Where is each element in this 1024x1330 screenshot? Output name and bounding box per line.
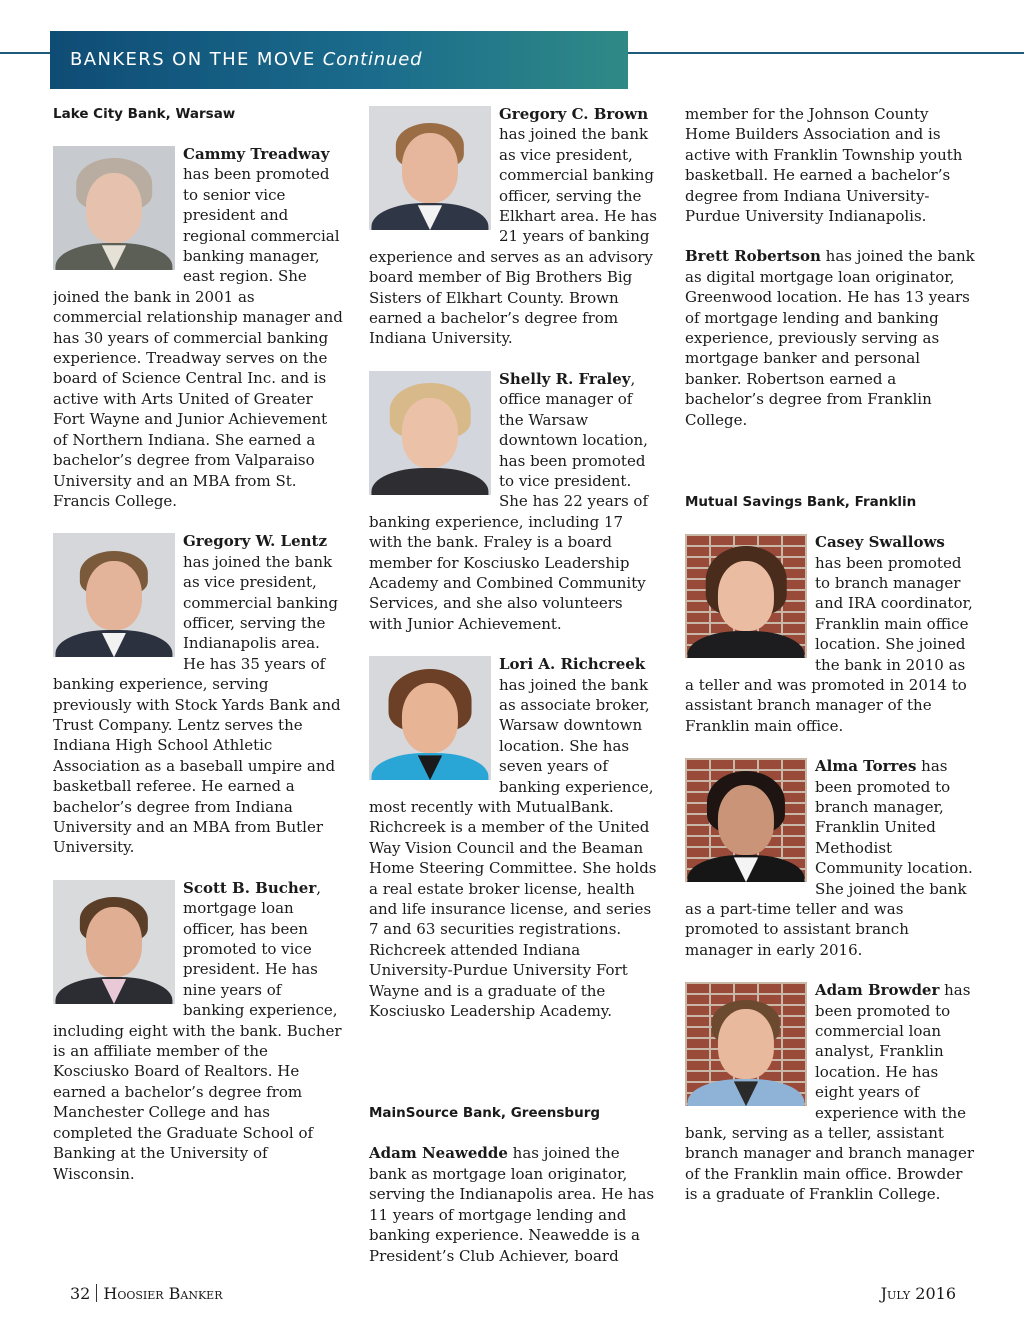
portrait-photo	[685, 982, 807, 1106]
column-2	[369, 104, 659, 1266]
footer-divider	[96, 1284, 97, 1302]
bank-heading-mainsource: MainSource Bank, Greensburg	[369, 1105, 601, 1122]
person-bio: has joined the bank as vice president, commercial banking officer, serving the Elkhart area. He has 21 years of banking experience and serves as an advisory board member of Big Brothers Big Sisters of Elkhart County. Brown earned a bachelor’s degree from Indiana University.	[369, 125, 657, 348]
person-bio: has joined the bank as vice president, commercial banking officer, serving the Indianapolis area. He has 35 years of banking experience, serving previously with Stock Yards Bank and Trust Company. Lentz serves the Indiana High School Athletic Association as a baseball umpire and basketball referee. He earned a bachelor’s degree from Indiana University and an MBA from Butler University.	[53, 552, 341, 857]
person-name: Cammy Treadway	[183, 145, 330, 163]
person-bio: , office manager of the Warsaw downtown location, has been promoted to vice president. She has 22 years of banking experience, including 17 with the bank. Fraley is a board member for Kosciusko Leadership Academy and Combined Community Services, and she also volunteers with Junior Achievement.	[369, 369, 649, 633]
entry-shelly-fraley	[369, 369, 659, 634]
person-name: Brett Robertson	[685, 247, 821, 266]
person-bio: has been promoted to branch manager and IRA coordinator, Franklin main office location. She joined the bank in 2010 as a teller and was promoted in 2014 to assistant branch manager of the Franklin main office.	[685, 553, 973, 735]
bank-heading-lake-city: Lake City Bank, Warsaw	[53, 106, 236, 122]
person-name: Gregory C. Brown	[499, 105, 649, 123]
person-name: Scott B. Bucher	[183, 878, 317, 897]
entry-adam-browder	[685, 980, 975, 1204]
section-banner	[50, 31, 628, 89]
entry-alma-torres	[685, 756, 975, 960]
column-1	[53, 104, 343, 1184]
page-number: 32	[70, 1284, 91, 1303]
banner-subtitle: Continued	[322, 49, 423, 70]
person-bio: has been promoted to senior vice president and regional commercial banking manager, east region. She joined the bank in 2001 as commercial relationship manager and has 30 years of commercial banking experience. Treadway serves on the board of Science Central Inc. and is active with Arts United of Greater Fort Wayne and Junior Achievement of Northern Indiana. She earned a bachelor’s degree from Valparaiso University and an MBA from St. Francis College.	[53, 165, 343, 510]
person-bio: , mortgage loan officer, has been promoted to vice president. He has nine years of banking experience, including eight with the bank. Bucher is an affiliate member of the Kosciusko Board of Realtors. He earned a bachelor’s degree from Manchester College and has completed the Graduate School of Banking at the University of Wisconsin.	[53, 878, 342, 1183]
person-name: Adam Neawedde	[369, 1144, 508, 1163]
entry-cammy-treadway	[53, 144, 343, 511]
entry-brett-robertson	[685, 246, 975, 430]
portrait-photo	[369, 656, 491, 780]
entry-gregory-lentz	[53, 531, 343, 858]
person-name: Gregory W. Lentz	[183, 532, 327, 551]
magazine-name: Hoosier Banker	[103, 1284, 223, 1303]
portrait-photo	[685, 534, 807, 658]
issue-date: July 2016	[880, 1284, 956, 1303]
portrait-photo	[53, 533, 175, 657]
person-name: Alma Torres	[815, 757, 917, 776]
portrait-photo	[53, 146, 175, 270]
portrait-photo	[369, 106, 491, 230]
person-name: Shelly R. Fraley	[499, 369, 631, 388]
entry-adam-neawedde	[369, 1143, 659, 1265]
entry-lori-richcreek	[369, 654, 659, 1021]
column-3	[685, 104, 975, 1205]
person-name: Lori A. Richcreek	[499, 655, 646, 674]
person-bio: has been promoted to commercial loan analyst, Franklin location. He has eight years of experience with the bank, serving as a teller, assistant branch manager and branch manager of the Franklin main office. Browder is a graduate of Franklin College.	[685, 981, 974, 1204]
entry-scott-bucher	[53, 878, 343, 1184]
person-bio: has joined the bank as mortgage loan originator, serving the Indianapolis area. He has 11 years of mortgage lending and banking experience. Neawedde is a President’s Club Achiever, board	[369, 1144, 655, 1265]
portrait-photo	[369, 371, 491, 495]
entry-gregory-brown	[369, 104, 659, 349]
footer-left	[70, 1284, 222, 1304]
banner-title: BANKERS ON THE MOVE	[70, 49, 316, 70]
person-bio: has been promoted to branch manager, Franklin United Methodist Community location. She joined the bank as a part-time teller and was promoted to assistant branch manager in early 2016.	[685, 757, 973, 959]
person-bio: has joined the bank as associate broker, Warsaw downtown location. She has seven years of banking experience, most recently with MutualBank. Richcreek is a member of the United Way Vision Council and the Beaman Home Steering Committee. She holds a real estate broker license, health and life insurance license, and series 7 and 63 securities registrations. Richcreek attended Indiana University-Purdue University Fort Wayne and is a graduate of the Kosciusko Leadership Academy.	[369, 675, 657, 1021]
person-name: Casey Swallows	[815, 533, 945, 552]
person-bio-continued: member for the Johnson County Home Builders Association and is active with Franklin Township youth basketball. He earned a bachelor’s degree from Indiana University-Purdue University Indianapolis.	[685, 105, 963, 226]
portrait-photo	[685, 758, 807, 882]
bank-heading-mutual: Mutual Savings Bank, Franklin	[685, 494, 917, 511]
portrait-photo	[53, 880, 175, 1004]
person-bio: has joined the bank as digital mortgage loan originator, Greenwood location. He has 13 years of mortgage lending and banking experience, previously serving as mortgage banker and personal banker. Robertson earned a bachelor’s degree from Franklin College.	[685, 247, 975, 429]
person-name: Adam Browder	[815, 981, 940, 1000]
entry-casey-swallows	[685, 532, 975, 736]
